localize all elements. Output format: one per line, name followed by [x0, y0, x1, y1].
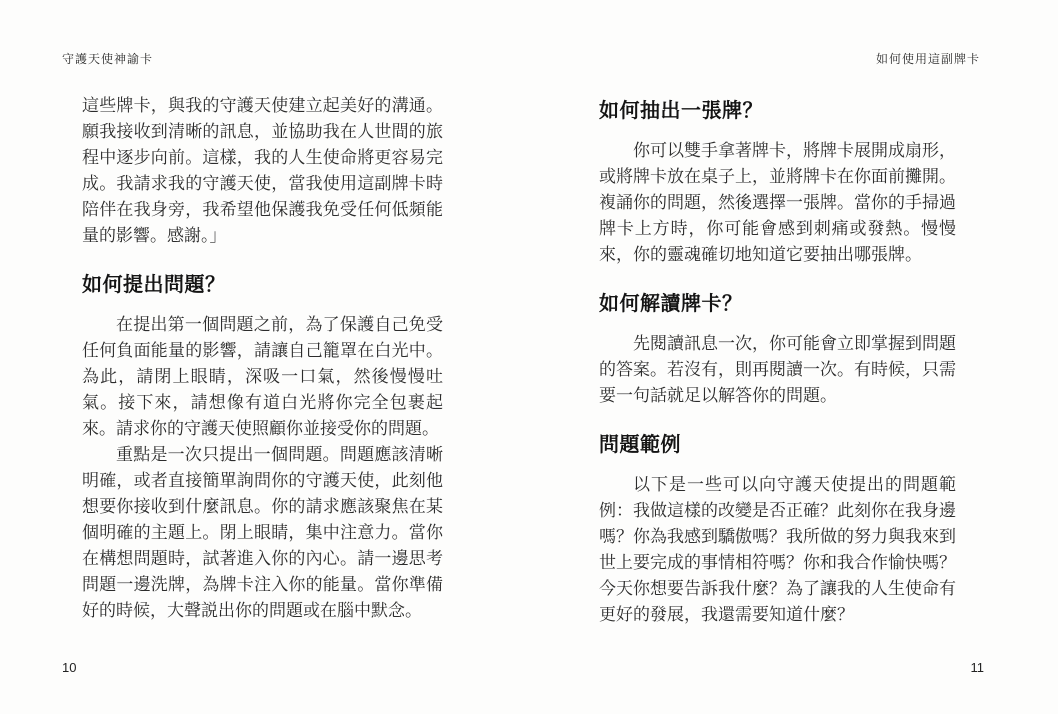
paragraph-draw-card: 你可以雙手拿著牌卡，將牌卡展開成扇形，或將牌卡放在桌子上，並將牌卡在你面前攤開。複誦你的問題，然後選擇一張牌。當你的手掃過牌卡上方時，你可能會感到刺痛或發熱。慢慢來，你的靈魂確切地知道它要抽出哪張牌。 [599, 141, 956, 264]
section-heading-question-examples: 問題範例 [599, 434, 681, 456]
section-heading-read-card: 如何解讀牌卡？ [599, 293, 743, 315]
running-header-left: 守護天使神諭卡 [62, 52, 154, 66]
paragraph-read-card: 先閱讀訊息一次，你可能會立即掌握到問題的答案。若沒有，則再閱讀一次。有時候，只需要一句話就足以解答你的問題。 [599, 334, 956, 405]
running-header-right: 如何使用這副牌卡 [875, 52, 980, 66]
section-heading-how-to-ask: 如何提出問題？ [82, 274, 226, 296]
page-number-right: 11 [970, 660, 984, 675]
paragraph-one-question: 重點是一次只提出一個問題。問題應該清晰明確，或者直接簡單詢問你的守護天使，此刻他想要你接收到什麼訊息。你的請求應該聚焦在某個明確的主題上。閉上眼睛，集中注意力。當你在構想問題時，試著進入你的內心。請一邊思考問題一邊洗牌，為牌卡注入你的能量。當你準備好的時候，大聲説出你的問題或在腦中默念。 [82, 445, 443, 620]
paragraph-question-examples: 以下是一些可以向守護天使提出的問題範例：我做這樣的改變是否正確？此刻你在我身邊嗎？你為我感到驕傲嗎？我所做的努力與我來到世上要完成的事情相符嗎？你和我合作愉快嗎？今天你想要告訴我什麼？為了讓我的人生使命有更好的發展，我還需要知道什麼？ [599, 475, 956, 624]
left-page-body [82, 93, 443, 624]
section-heading-draw-card: 如何抽出一張牌？ [599, 100, 763, 122]
paragraph-white-light: 在提出第一個問題之前，為了保護自己免受任何負面能量的影響，請讓自己籠罩在白光中。為此，請閉上眼睛，深吸一口氣，然後慢慢吐氣。接下來，請想像有道白光將你完全包裹起來。請求你的守護天使照顧你並接受你的問題。 [82, 315, 443, 438]
right-page-body [599, 97, 956, 628]
paragraph-quote-continuation: 這些牌卡，與我的守護天使建立起美好的溝通。願我接收到清晰的訊息，並協助我在人世間的旅程中逐步向前。這樣，我的人生使命將更容易完成。我請求我的守護天使，當我使用這副牌卡時陪伴在我身旁，我希望他保護我免受任何低頻能量的影響。感謝。」 [82, 96, 443, 245]
page-number-left: 10 [62, 660, 77, 675]
